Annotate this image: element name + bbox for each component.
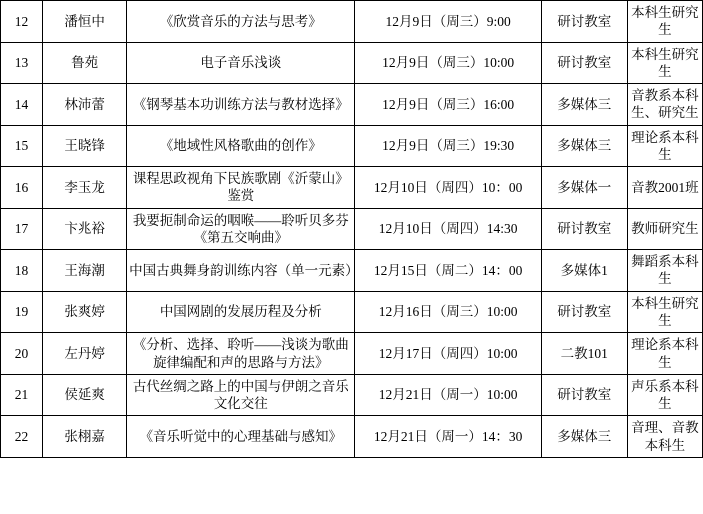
- table-row: [1, 333, 703, 375]
- table-row: [1, 374, 703, 416]
- cell-no: 20: [1, 333, 43, 375]
- cell-time: 12月17日（周四）10:00: [355, 333, 541, 375]
- cell-speaker: 王海潮: [43, 250, 127, 292]
- cell-speaker: 张爽婷: [43, 291, 127, 333]
- cell-place: 研讨教室: [541, 1, 627, 43]
- cell-title: 《地域性风格歌曲的创作》: [127, 125, 355, 167]
- cell-title: 《欣赏音乐的方法与思考》: [127, 1, 355, 43]
- cell-place: 多媒体三: [541, 125, 627, 167]
- cell-speaker: 张栩嘉: [43, 416, 127, 458]
- table-row: [1, 84, 703, 126]
- cell-audience: 理论系本科生: [627, 333, 702, 375]
- cell-audience: 理论系本科生: [627, 125, 702, 167]
- cell-place: 研讨教室: [541, 374, 627, 416]
- cell-speaker: 鲁苑: [43, 42, 127, 84]
- cell-title: 中国古典舞身韵训练内容（单一元素）: [127, 250, 355, 292]
- cell-place: 研讨教室: [541, 42, 627, 84]
- cell-audience: 本科生研究生: [627, 1, 702, 43]
- table-body: [1, 1, 703, 458]
- cell-no: 18: [1, 250, 43, 292]
- cell-title: 中国网剧的发展历程及分析: [127, 291, 355, 333]
- cell-place: 多媒体三: [541, 84, 627, 126]
- cell-audience: 音教2001班: [627, 167, 702, 209]
- cell-no: 22: [1, 416, 43, 458]
- cell-speaker: 侯延爽: [43, 374, 127, 416]
- cell-title: 课程思政视角下民族歌剧《沂蒙山》鉴赏: [127, 167, 355, 209]
- cell-speaker: 王晓锋: [43, 125, 127, 167]
- cell-audience: 本科生研究生: [627, 42, 702, 84]
- cell-title: 《钢琴基本功训练方法与教材选择》: [127, 84, 355, 126]
- cell-time: 12月10日（周四）14:30: [355, 208, 541, 250]
- cell-place: 多媒体三: [541, 416, 627, 458]
- cell-place: 二教101: [541, 333, 627, 375]
- cell-no: 19: [1, 291, 43, 333]
- table-row: [1, 416, 703, 458]
- table-row: [1, 291, 703, 333]
- table-row: [1, 1, 703, 43]
- cell-time: 12月21日（周一）14：30: [355, 416, 541, 458]
- cell-time: 12月9日（周三）10:00: [355, 42, 541, 84]
- table-row: [1, 208, 703, 250]
- cell-audience: 舞蹈系本科生: [627, 250, 702, 292]
- cell-speaker: 潘恒中: [43, 1, 127, 43]
- cell-no: 14: [1, 84, 43, 126]
- table-row: [1, 167, 703, 209]
- cell-no: 13: [1, 42, 43, 84]
- cell-time: 12月15日（周二）14：00: [355, 250, 541, 292]
- cell-speaker: 林沛蕾: [43, 84, 127, 126]
- cell-place: 多媒体1: [541, 250, 627, 292]
- table-row: [1, 125, 703, 167]
- table-row: [1, 42, 703, 84]
- cell-time: 12月10日（周四）10：00: [355, 167, 541, 209]
- cell-time: 12月21日（周一）10:00: [355, 374, 541, 416]
- cell-no: 16: [1, 167, 43, 209]
- cell-speaker: 李玉龙: [43, 167, 127, 209]
- cell-no: 17: [1, 208, 43, 250]
- cell-time: 12月9日（周三）9:00: [355, 1, 541, 43]
- cell-audience: 音理、音教本科生: [627, 416, 702, 458]
- cell-audience: 本科生研究生: [627, 291, 702, 333]
- cell-place: 研讨教室: [541, 291, 627, 333]
- cell-audience: 音教系本科生、研究生: [627, 84, 702, 126]
- cell-no: 12: [1, 1, 43, 43]
- cell-title: 古代丝绸之路上的中国与伊朗之音乐文化交往: [127, 374, 355, 416]
- cell-audience: 教师研究生: [627, 208, 702, 250]
- cell-title: 《分析、选择、聆听——浅谈为歌曲旋律编配和声的思路与方法》: [127, 333, 355, 375]
- cell-place: 多媒体一: [541, 167, 627, 209]
- table-row: [1, 250, 703, 292]
- cell-speaker: 左丹婷: [43, 333, 127, 375]
- cell-time: 12月9日（周三）16:00: [355, 84, 541, 126]
- cell-no: 21: [1, 374, 43, 416]
- cell-title: 《音乐听觉中的心理基础与感知》: [127, 416, 355, 458]
- cell-time: 12月16日（周三）10:00: [355, 291, 541, 333]
- cell-place: 研讨教室: [541, 208, 627, 250]
- cell-no: 15: [1, 125, 43, 167]
- cell-title: 我要扼制命运的咽喉——聆听贝多芬《第五交响曲》: [127, 208, 355, 250]
- cell-time: 12月9日（周三）19:30: [355, 125, 541, 167]
- cell-audience: 声乐系本科生: [627, 374, 702, 416]
- cell-title: 电子音乐浅谈: [127, 42, 355, 84]
- cell-speaker: 卞兆裕: [43, 208, 127, 250]
